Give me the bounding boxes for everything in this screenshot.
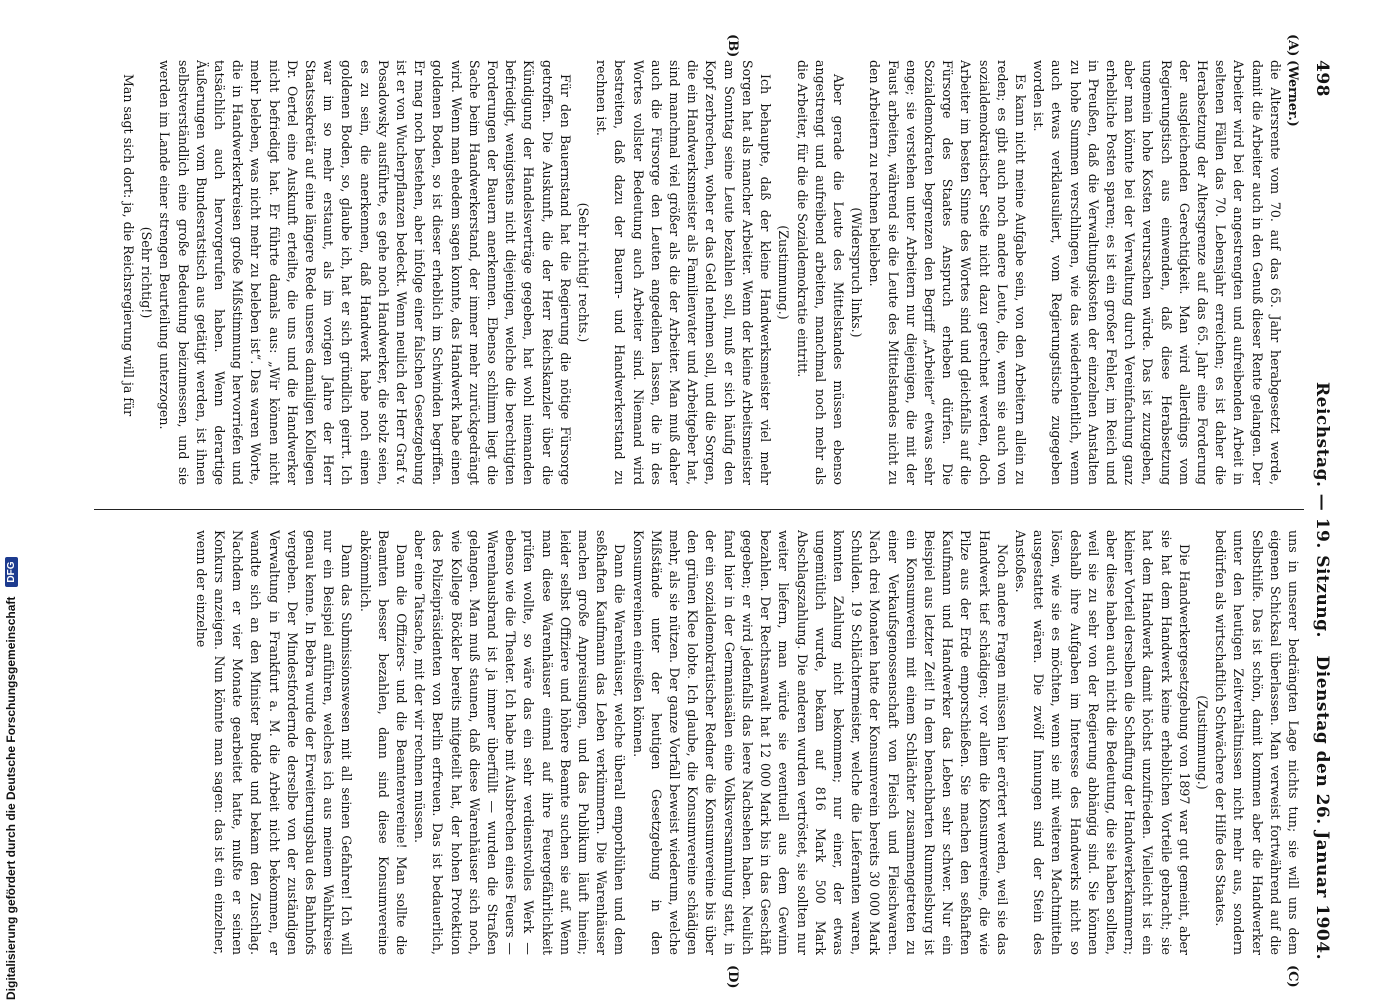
paragraph: Dann die Offiziers- und die Beamtenvereine! Man sollte die Beamten besser bezahlen, dann sind diese Konsumvereine abkömmlich. xyxy=(357,530,410,955)
rotated-newspaper-page xyxy=(80,34,1340,989)
interjection: (Zustimmung.) xyxy=(776,225,792,320)
credit-text: Digitalisierung gefördert durch die Deutsche Forschungsgemeinschaft xyxy=(4,596,18,1000)
paragraph: Ich behaupte, daß der kleine Handwerksmeister viel mehr Sorgen hat als mancher Arbeiter. Wenn der kleine Arbeitsmeister am Sonntag seine Leute bezahlen soll, muß er sich häufig den Kopf zerbrechen, woher er das Geld nehmen soll, und die Sorgen, die ein Handwerksmeister als Familienvater und Arbeitgeber hat, sind manchmal viel größer als die der Arbeiter. Man muß daher auch die Fürsorge den Leuten angedeihen lassen, die in des Wortes vollster Bedeutung auch Arbeiter sind. Niemand wird bestreiten, daß dazu der Bauern- und Handwerkerstand zu rechnen ist. xyxy=(594,60,774,485)
interjection: (Sehr richtig! rechts.) xyxy=(576,202,592,343)
marker-d: (D) xyxy=(725,965,740,989)
paragraph: die Altersrente vom 70. auf das 65. Jahr herabgesetzt werde, damit die Arbeiter auch in den Genuß dieser Rente gelangen. Der Arbeiter wird bei der angestrengten und aufreibenden Arbeit in seltenen Fällen das 70. Lebensjahr erreichen; es ist daher die Herabsetzung der Altersgrenze auf das 65. Jahr eine Forderung der ausgleichenden Gerechtigkeit. Man wird allerdings vom Regierungstisch aus einwenden, daß diese Herabsetzung ungemein hohe Kosten verursachen würde. Das ist zuzugeben, aber man könnte bei der Verwaltung durch Vereinfachung ganz erhebliche Posten sparen; es ist ein großer Fehler, im Reich und in Preußen, daß die Verwaltungskosten der einzelnen Anstalten zu hohe Summen verschlingen, wie das wiederholentlich, wenn auch etwas verklausuliert, vom Regierungstische zugegeben worden ist. xyxy=(1031,60,1283,485)
right-column xyxy=(102,530,1302,955)
session-title: Reichstag. — 19. Sitzung. xyxy=(1312,382,1332,638)
paragraph: Für den Bauernstand hat die Regierung die nötige Fürsorge getroffen. Die Auskunft, die der Herr Reichskanzler über die Kündigung der Handelsverträge gegeben, hat wohl niemanden befriedigt, wenigstens nicht diejenigen, welche die berechtigten Forderungen der Bauern anerkennen. Ebenso schlimm liegt die Sache beim Handwerkerstand, der immer mehr zurückgedrängt wird. Wenn man ehedem sagen konnte, das Handwerk habe einen goldenen Boden, so ist dieser erheblich im Schwinden begriffen. Er mag noch bestehen, aber infolge einer falschen Gesetzgebung ist er von Wucherpflanzen bedeckt. Wenn neulich der Herr Graf v. Posadowsky ausführte, es gehe noch Handwerker, die stolz seien, es zu sein, die anerkennen, daß Handwerk habe noch einen goldenen Boden, so, glaube ich, hat er sich gründlich geirrt. Ich war im so mehr erstaunt, als im vorigen Jahre der Herr Staatssekretär auf eine längere Rede unseres damaligen Kollegen Dr. Oertel eine Auskunft erteilte, die uns und die Handwerker nicht befriedigt hat. Er führte damals aus: „Wir können nicht mehr beleben, was nicht mehr zu beleben ist“. Das waren Worte, die in Handwerkerkreisen große Mißstimmung hervorriefen und tatsächlich auch hervorgerufen haben. Wenn derartige Äußerungen vom Bundesratstisch aus getätigt werden, ist ihnen selbstverständlich eine große Bedeutung beizumessen, und sie werden im Lande einer strengen Beurteilung unterzogen. xyxy=(157,60,573,485)
paragraph: Noch andere Fragen müssen hier erörtert werden, weil sie das Handwerk tief schädigen; vor allem die Konsumvereine, die wie Pilze aus der Erde emporschießen. Sie machen den seßhaften Kaufmann und Handwerker das Leben sehr schwer. Nur ein Beispiel aus letzter Zeit! In dem benachbarten Rummelsburg ist ein Konsumverein mit einem Schlächter zusammengetreten zu einer Verkaufsgenossenschaft von Fleisch und Fleischwaren. Nach drei Monaten hatte der Konsumverein bereits 30 000 Mark Schulden. 19 Schlächtermeister, welche die Lieferanten waren, konnten Zahlung nicht bekommen; nur einer, der etwas ungemütlich wurde, bekam auf 816 Mark 500 Mark Abschlagszahlung. Die anderen wurden vertröstet, sie sollten nur weiter liefern, man würde sie eventuell aus dem Gewinn bezahlen. Der Rechtsanwalt hat 12 000 Mark bis in das Geschäft gegeben; er wird jedenfalls das leere Nachsehen haben. Neulich fand hier in der Germaniasälen eine Volksversammlung statt, in der ein sozialdemokratischer Redner die Konsumvereine bis über den grünen Klee lobte. Ich glaube, die Konsumvereine schädigen mehr, als sie nützen. Der ganze Vorfall beweist wiederum, welche Mißstände unter der heutigen Gesetzgebung in den Konsumvereinen einreißen können. xyxy=(630,530,1010,955)
marker-c: (C) xyxy=(1285,965,1300,988)
paragraph: Aber gerade die Leute des Mittelstandes müssen ebenso angestrengt und aufreibend arbeiten, manchmal noch mehr als die Arbeiter, für die die Sozialdemokratie eintritt. xyxy=(794,60,846,485)
paragraph: Man sagt sich dort: ja, die Reichsregierung will ja für xyxy=(121,74,136,417)
page-number: 498 xyxy=(1312,60,1332,97)
interjection: (Sehr richtig!) xyxy=(139,226,155,319)
page-header xyxy=(1306,60,1332,960)
column-divider xyxy=(94,509,1304,510)
digitization-credit xyxy=(4,0,18,1000)
paragraph: Dann die Warenhäuser, welche überall emporblühen und dem seßhaften Kaufmann das Leben verkümmern. Die Warenhäuser machen große Anpreisungen, und das Publikum läuft hinein; leider selbst Offiziere und höhere Beamte suchen sie auf. Wenn man diese Warenhäuser einmal auf ihre Feuergefährlichkeit prüfen wollte, so wäre das ein sehr verdienstvolles Werk — ebenso wie die Theater. Ich habe mit Ausbrechen eines Feuers — Warenhausbrand ist ja immer überfüllt — wurden die Straßen gelangen. Man muß staunen, daß diese Warenhäuser sich noch, wie Kollege Böckler bereits mitgeteilt hat, der hohen Protektion des Polizeipräsidenten von Berlin erfreuen. Das ist bedauerlich, aber eine Tatsache, mit der wir rechnen müssen. xyxy=(412,530,628,955)
paragraph: uns in unserer bedrängten Lage nichts tun; sie will uns dem eigenen Schicksal überlassen. Man verweist fortwährend auf die Selbsthilfe. Das ist schön, damit kommen aber die Handwerker unter den heutigen Zeitverhältnissen nicht mehr aus, sondern bedürfen als wirtschaftlich Schwächere der Hilfe des Staates. xyxy=(1213,530,1301,955)
paragraph: Dann das Submissionswesen mit all seinen Gefahren! Ich will nur ein Beispiel anführen, welches ich aus meinem Wahlkreise genau kenne. In Bebra wurde der Erweiterungsbau des Bahnhofs vergeben. Der Mindestfordernde derselbe von der zuständigen Verwaltung in Frankfurt a. M. die Arbeit nicht bekommen, er wandte sich an den Minister Budde und bekam den Zuschlag. Nachdem er vier Monate gearbeitet hatte, mußte er seinen Konkurs anzeigen. Nun könnte man sagen: das ist ein einzelner, wenn der einzelne xyxy=(193,530,355,955)
marker-a: (A) xyxy=(1285,34,1300,57)
marker-b: (B) xyxy=(725,34,740,58)
paragraph: Die Handwerkergesetzgebung von 1897 war gut gemeint, aber sie hat dem Handwerk keine erheblichen Vorteile gebracht; sie hat dem Handwerk damit höchst unzufrieden. Vielleicht ist ein kleiner Vorteil derselben die Schaffung der Handwerkerkammern; aber diese haben auch nicht die Bedeutung, die sie haben sollten, weil sie zu sehr von der Regierung abhängig sind. Sie können deshalb ihre Aufgaben im Interesse des Handwerks nicht so lösen, wie sie es möchten, wenn sie mit weiteren Machtmitteln ausgestattet wären. Die zwölf Innungen sind der Stein des Anstoßes. xyxy=(1012,530,1192,955)
left-column xyxy=(102,60,1302,485)
paragraph: Es kann nicht meine Aufgabe sein, von den Arbeitern allein zu reden; es gibt auch noch andere Leute, die, wenn sie auch von sozialdemokratischer Seite nicht dazu gerechnet werden, doch Arbeiter im besten Sinne des Wortes sind und gleichfalls auf die Fürsorge des Staates Anspruch erheben dürfen. Die Sozialdemokraten begrenzen den Begriff „Arbeiter“ etwas sehr enge; sie verstehen unter Arbeitern nur diejenigen, die mit der Faust arbeiten, während sie die Leute des Mittelstandes nicht zu den Arbeitern zu rechnen belieben. xyxy=(867,60,1028,485)
interjection: (Widerspruch links.) xyxy=(849,207,865,338)
speaker-name: (Werner.) xyxy=(1286,60,1301,127)
interjection: (Zustimmung.) xyxy=(1194,695,1210,790)
session-date: Dienstag den 26. Januar 1904. xyxy=(1312,655,1332,960)
dfg-logo: DFG xyxy=(5,557,18,586)
